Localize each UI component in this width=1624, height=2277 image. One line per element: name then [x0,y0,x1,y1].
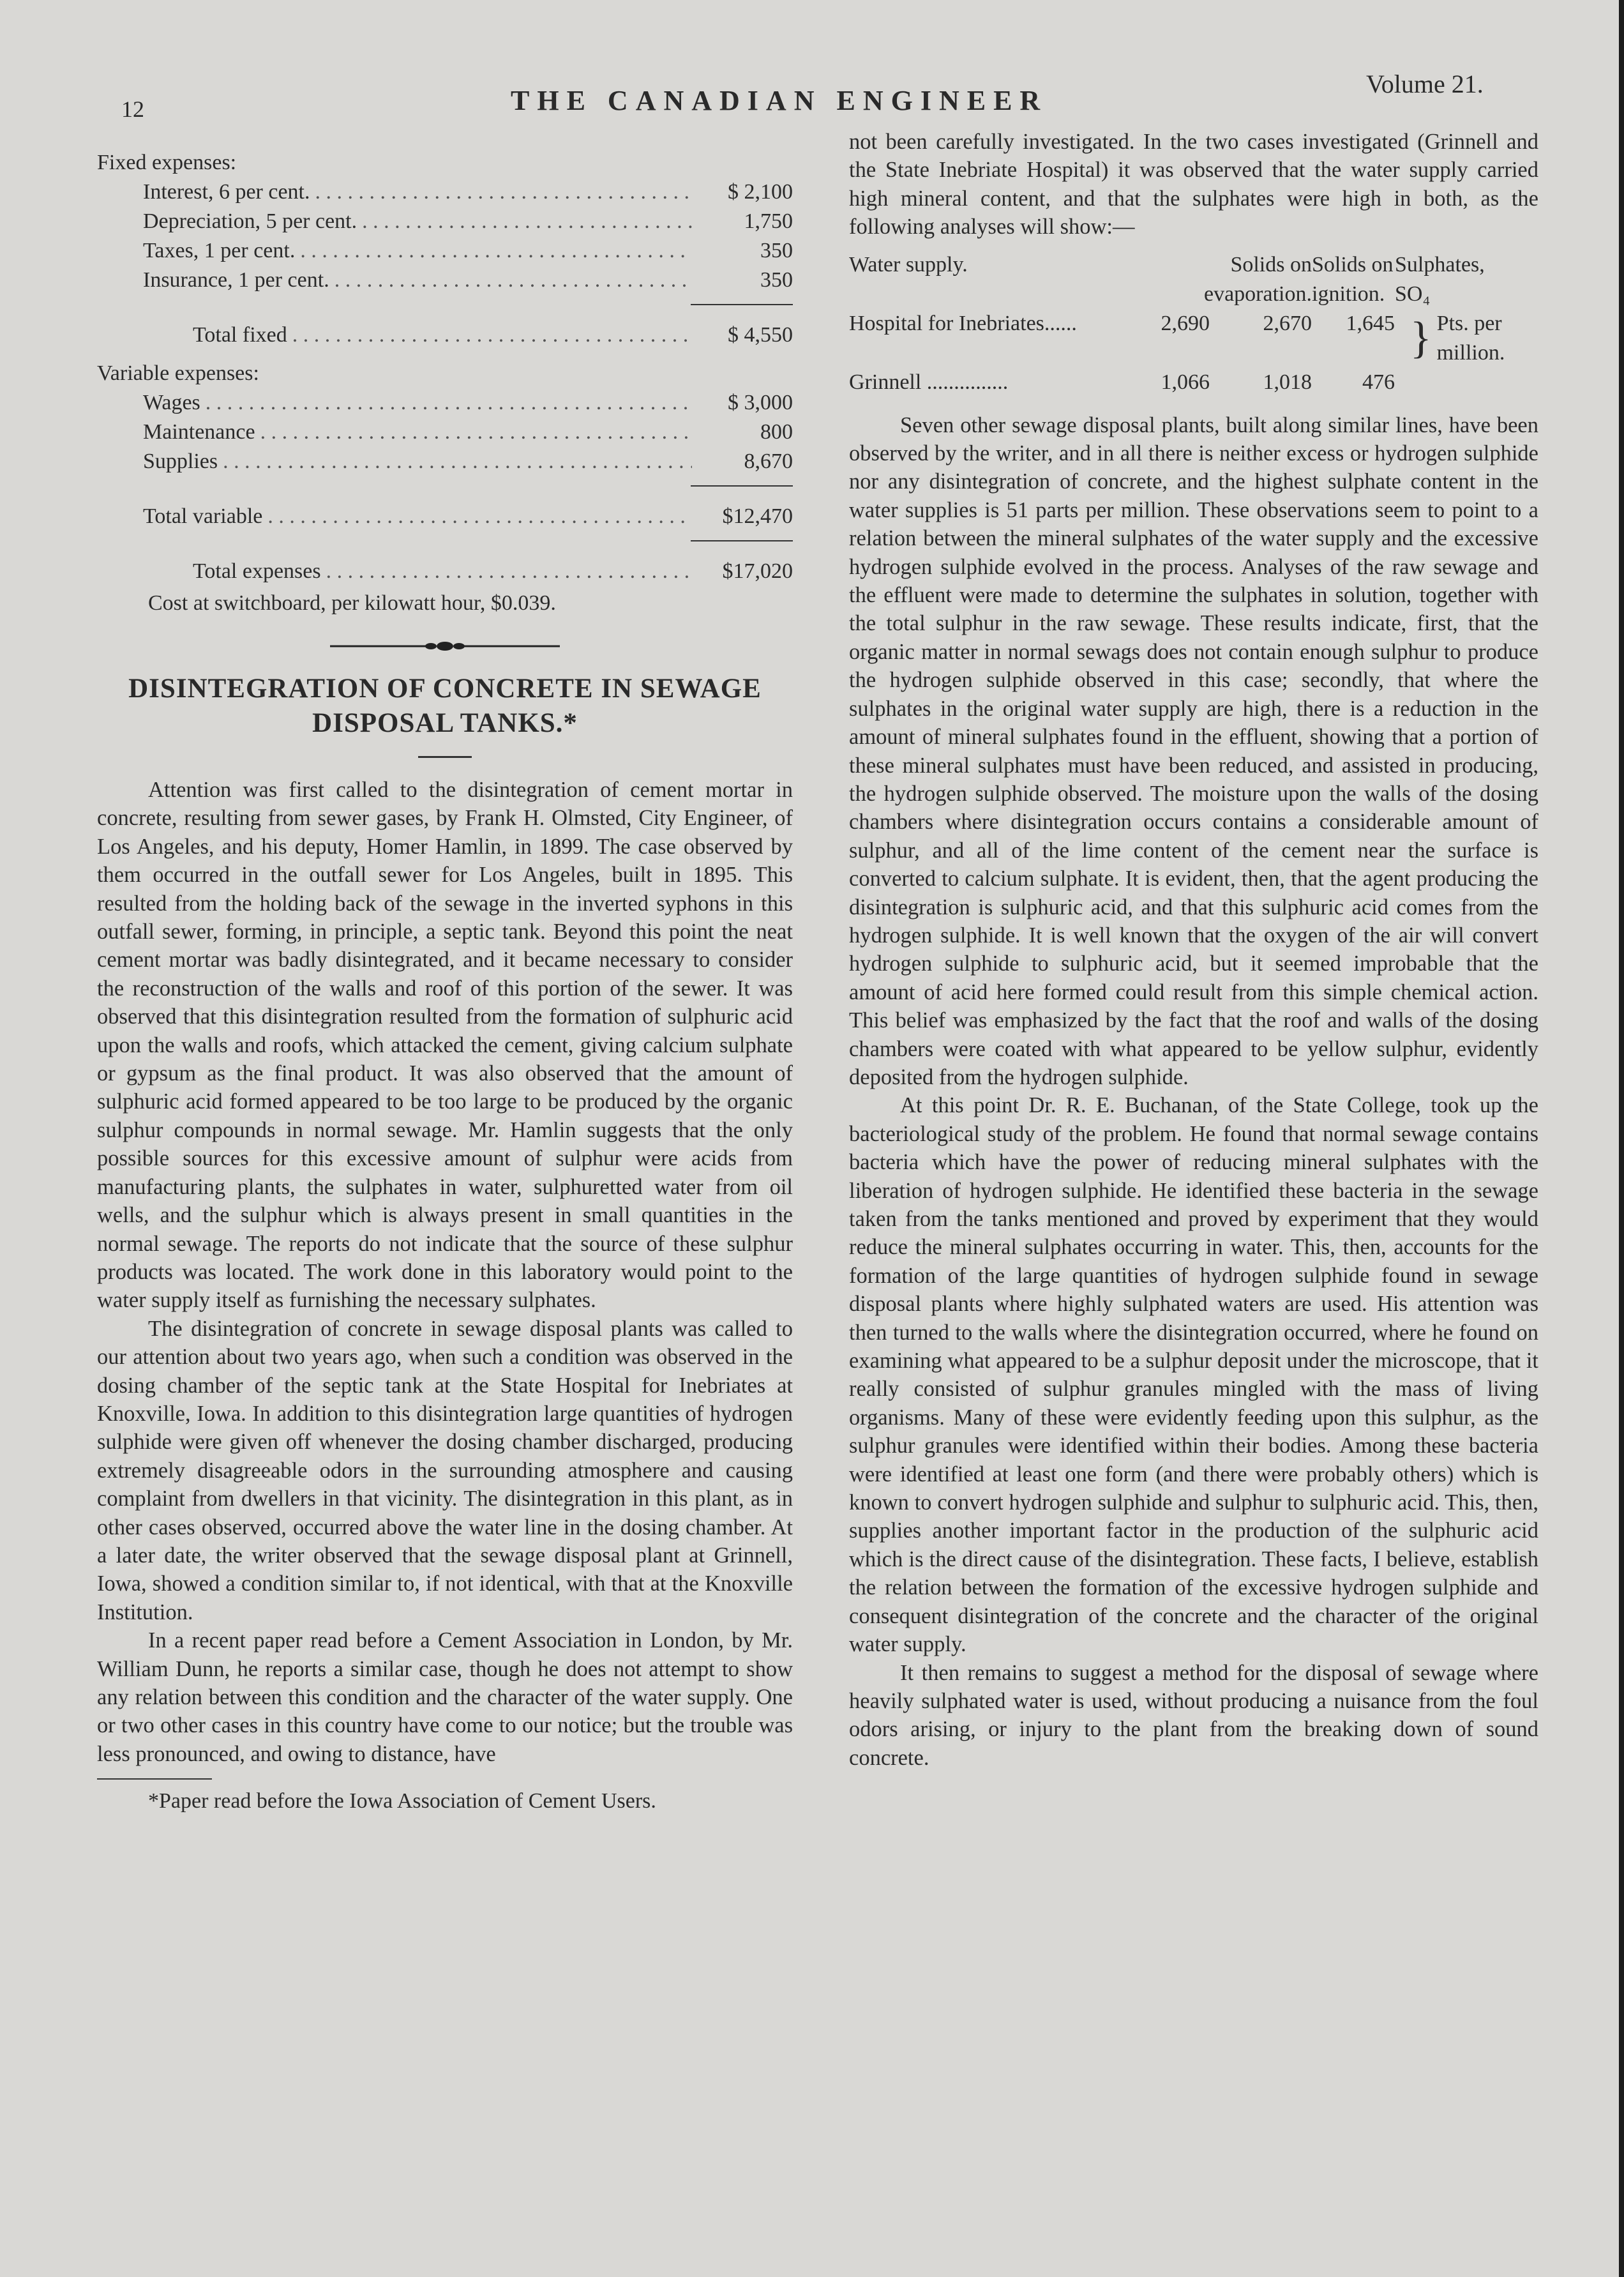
total-fixed-label: Total fixed [193,323,287,347]
expense-label: Supplies [143,450,218,473]
sulph-value: 476 [1362,370,1395,394]
fixed-expenses-heading: Fixed expenses: [97,151,237,174]
expense-table [97,148,793,618]
page-number: 12 [121,96,144,122]
leader-dots [326,557,692,586]
sum-rule [97,540,793,541]
leader-dots [362,207,692,236]
body-paragraph: Seven other sewage disposal plants, built along similar lines, have been observed by the writer, and in all there is neither excess or hydrogen sulphide nor any disintegration of concrete, and the highest sulphate content in the water supplies is 51 parts per million. These observations seem to point to a relation between the mineral sulphates of the water supply and the excessive hydrogen sulphide evolved in the process. Analyses of the raw sewage and the effluent were made to determine the sulphates in solution, together with the total sulphur in the raw sewage. These results indicate, first, that the organic matter in normal sewags does not contain enough sulphur to produce the hydrogen sulphide observed in this case; secondly, that where the sulphates in the original water supply are high, there is a reduction in the amount of mineral sulphates found in the effluent, showing that a portion of these mineral sulphates must have been reduced, and assisted in producing, the hydrogen sulphide observed. The moisture upon the walls of the dosing chambers where disintegration occurs contains a considerable amount of sulphur, and all of the lime content of the cement near the surface is converted to calcium sulphate. It is evident, then, that the agent producing the disintegration is sulphuric acid, and that this sulphuric acid comes from the hydrogen sulphide. It is well known that the oxygen of the air will convert hydrogen sulphide to sulphuric acid, but it seemed improbable that the amount of acid here formed could result from this simple chemical action. This belief was emphasized by the fact that the roof and walls of the dosing chambers were coated with what appeared to be yellow sulphur, evidently deposited from the hydrogen sulphide. [849,412,1538,1089]
total-expenses-row [97,557,793,586]
body-paragraph: The disintegration of concrete in sewage disposal plants was called to our attention about two years ago, when such a condition was observed in the dosing chamber of the septic tank at the State Hospital for Inebriates at Knoxville, Iowa. In addition to this disintegration large quantities of hydrogen sulphide were given off whenever the dosing chamber discharged, producing extremely disagreeable odors in the surrounding atmosphere and causing complaint from dwellers in that vicinity. The disintegration in this plant, as in other cases observed, occurred above the water line in the dosing chamber. At a later date, the writer observed that the sewage disposal plant at Grinnell, Iowa, showed a condition similar to, if not identical, with that at the Knoxville Institution. [97,1316,793,1624]
expense-row [97,388,793,418]
supply-name: Hospital for Inebriates...... [849,311,1077,335]
page-header [0,64,1624,121]
unit-note [1395,309,1522,368]
table-row [849,309,1538,368]
leader-dots [335,266,692,295]
expense-amount: 800 [760,420,793,444]
expense-amount: 8,670 [744,450,793,473]
sum-rule [97,304,793,305]
footnote-rule [97,1778,212,1780]
cost-per-kwh: Cost at switchboard, per kilowatt hour, $0.039. [148,591,556,615]
body-paragraph: Attention was first called to the disintegration of cement mortar in concrete, resulting from sewer gases, by Frank H. Olmsted, City Engineer, of Los Angeles, and his deputy, Homer Hamlin, in 1899. The case observed by them occurred in the outfall sewer for Los Angeles, built in 1895. This resulted from the holding back of the sewage in the inverted syphons in this outfall sewer, forming, in principle, a septic tank. Beyond this point the neat cement mortar was badly disintegrated, and it became necessary to consider the reconstruction of the walls and roof of this portion of the sewer. It was observed that this disintegration resulted from the formation of sulphuric acid upon the walls and roofs, which attacked the cement, giving calcium sulphate or gypsum as the final product. It was also observed that the amount of sulphuric acid formed appeared to be too large to be produced by the organic sulphur compounds in normal sewage. Mr. Hamlin suggests that the only possible sources for this excessive amount of sulphur were acids from manufacturing plants, the sulphates in water, sulphuretted water from oil wells, and the sulphur which is always present in small quantities in the normal sewage. The reports do not indicate that the source of these sulphur products was located. The work done in this laboratory would point to the water supply itself as furnishing the necessary sulphates. [97,778,793,1313]
body-paragraph: In a recent paper read before a Cement Association in London, by Mr. William Dunn, he reports a similar case, though he does not attempt to show any relation between this condition and the character of the water supply. One or two other cases in this country have come to our notice; but the trouble was less pronounced, and owing to distance, have [97,1628,793,1766]
leader-dots [292,321,692,350]
expense-label: Interest, 6 per cent. [143,180,310,204]
total-expenses-amount: $17,020 [722,559,793,583]
leader-dots [260,418,692,447]
expense-label: Taxes, 1 per cent. [143,239,296,262]
volume-label: Volume 21. [1366,70,1484,98]
col-header-evap: Solids on evaporation. [1204,252,1312,306]
expense-amount: $ 2,100 [728,180,793,204]
col-header: Water supply. [849,252,968,276]
unit-text: Pts. per million. [1436,311,1505,365]
col-header-ign: Solids on ignition. [1312,252,1394,306]
title-rule [418,756,472,758]
article-title: DISINTEGRATION OF CONCRETE IN SEWAGE DISPOSAL TANKS.* [128,674,762,738]
total-variable-amount: $12,470 [722,504,793,528]
evap-value: 1,066 [1161,370,1210,394]
body-paragraph: At this point Dr. R. E. Buchanan, of the State College, took up the bacteriological study of the problem. He found that normal sewage contains bacteria which have the power of reducing mineral sulphates with the liberation of hydrogen sulphide. He identified these bacteria in the sewage taken from the tanks mentioned and proved by experiment that they would reduce the mineral sulphates occurring in water. This, then, accounts for the formation of the large quantities of hydrogen sulphide found in sewage disposal plants where highly sulphated waters are used. His attention was then turned to the walls where the disintegration occurred, where he found on examining what appeared to be a sulphur deposit under the microscope, that it really consisted of sulphur granules mingled with the mass of living organisms. Many of these were evidently feeding upon this sulphur, as the sulphur granules were identified within their bodies. Among these bacteria were identified at least one form (and there were probably others) which is known to convert hydrogen sulphide and sulphur to sulphuric acid. This, then, supplies another important factor in the production of the sulphuric acid which is the direct cause of the disintegration. These facts, I believe, establish the relation between the formation of the excessive hydrogen sulphide and consequent disintegration of the concrete and the character of the original water supply. [849,1093,1538,1657]
sum-rule [97,485,793,487]
analyses-table [849,250,1538,397]
ign-value: 2,670 [1263,311,1312,335]
expense-row [97,266,793,295]
brace-icon: } [1410,313,1432,363]
table-row [849,368,1538,397]
ign-value: 1,018 [1263,370,1312,394]
expense-amount: 1,750 [744,209,793,233]
sulph-value: 1,645 [1346,311,1395,335]
body-paragraph: not been carefully investigated. In the two cases investigated (Grinnell and the State Inebriate Hospital) it was observed that the water supply carried high mineral content, and that the sulphates were high in both, as the following analyses will show:— [849,130,1538,239]
expense-label: Depreciation, 5 per cent. [143,209,357,233]
expense-row [97,236,793,266]
expense-label: Maintenance [143,420,255,444]
col-header [1117,250,1312,309]
expense-label: Wages [143,391,200,414]
total-fixed-row [97,321,793,350]
supply-name: Grinnell ............... [849,370,1009,394]
right-column [849,128,1538,1772]
body-paragraph: It then remains to suggest a method for the disposal of sewage where heavily sulphated water is used, without producing a nuisance from the foul odors arising, or injury to the plant from the breaking down of sound concrete. [849,1660,1538,1770]
expense-amount: 350 [760,239,793,262]
journal-title: THE CANADIAN ENGINEER [511,85,1048,116]
analyses-header [849,250,1538,309]
footnote: *Paper read before the Iowa Association of Cement Users. [148,1789,656,1813]
expense-amount: 350 [760,268,793,292]
leader-dots [223,447,692,476]
variable-expenses-heading: Variable expenses: [97,361,259,385]
leader-dots [267,502,692,531]
expense-row [97,447,793,476]
col-header-sulph: Sulphates, SO₄ [1395,252,1485,306]
evap-value: 2,690 [1161,311,1210,335]
total-variable-row [97,502,793,531]
expense-row [97,178,793,207]
left-column [97,148,793,1815]
expense-row [97,418,793,447]
leader-dots [300,236,692,266]
expense-row [97,207,793,236]
total-variable-label: Total variable [143,504,263,528]
leader-dots [315,178,693,207]
total-expenses-label: Total expenses [193,559,321,583]
expense-label: Insurance, 1 per cent. [143,268,329,292]
ornament-divider [97,640,793,653]
leader-dots [206,388,692,418]
expense-amount: $ 3,000 [728,391,793,414]
page-edge [1619,0,1624,2277]
total-fixed-amount: $ 4,550 [728,323,793,347]
